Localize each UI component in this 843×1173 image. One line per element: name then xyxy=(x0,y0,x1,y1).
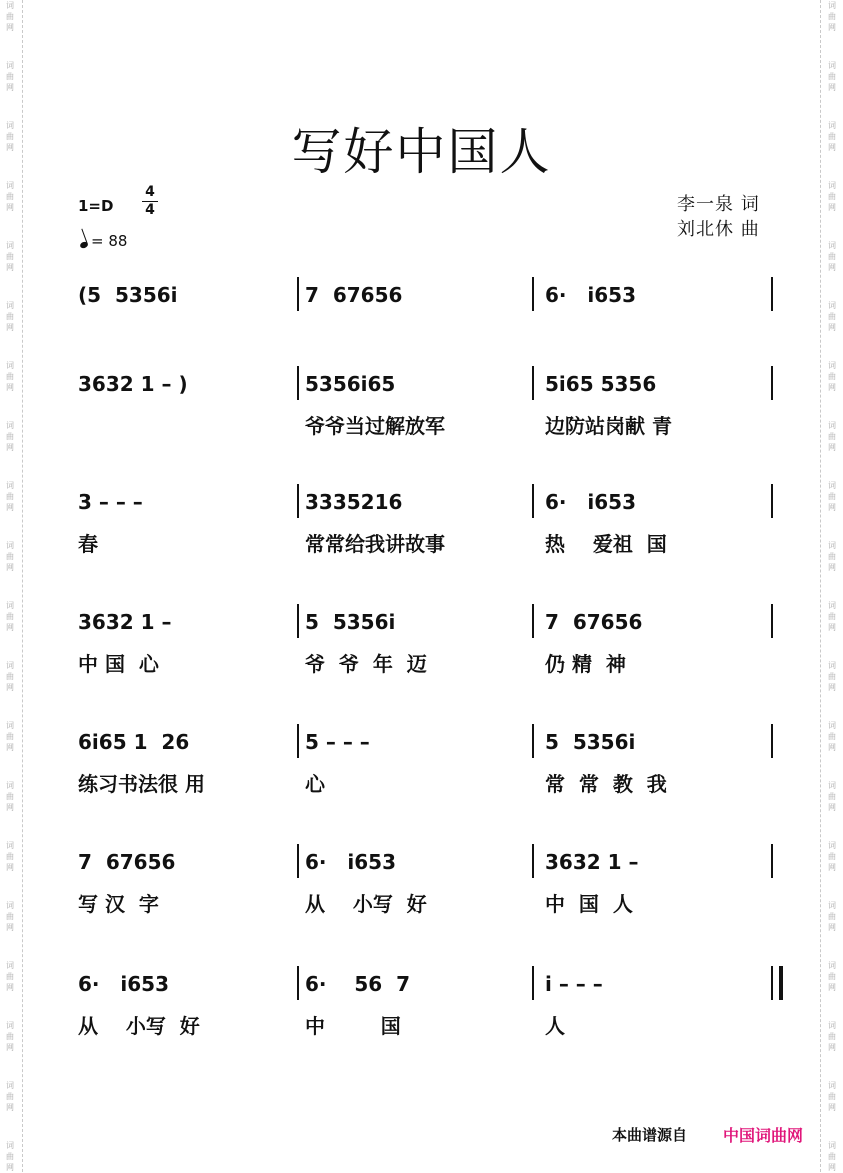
barline xyxy=(297,844,299,878)
lyric-line: 中 国 人 xyxy=(545,892,633,916)
quarter-note-icon xyxy=(79,241,89,249)
barline xyxy=(532,277,534,311)
watermark-text: 词 曲 网 xyxy=(6,361,14,392)
watermark-text: 词 曲 网 xyxy=(6,421,14,452)
barline xyxy=(297,277,299,311)
lyric-line: 写 汉 字 xyxy=(78,892,159,916)
watermark-text: 词 曲 网 xyxy=(828,901,836,932)
lyric-line: 爷爷当过解放军 xyxy=(305,414,445,438)
barline xyxy=(532,366,534,400)
composer-credit: 刘北休 曲 xyxy=(677,219,760,240)
watermark-text: 词 曲 网 xyxy=(828,841,836,872)
melody-measure: 5 – – – xyxy=(305,730,370,754)
watermark-text: 词 曲 网 xyxy=(828,661,836,692)
watermark-text: 词 曲 网 xyxy=(828,121,836,152)
time-sig-top: 4 xyxy=(145,184,155,200)
melody-measure: 6· i653 xyxy=(545,490,637,514)
melody-measure: 5356i65 xyxy=(305,372,396,396)
melody-measure: 3632 1 – xyxy=(545,850,639,874)
watermark-text: 词 曲 网 xyxy=(6,1021,14,1052)
watermark-text: 词 曲 网 xyxy=(6,961,14,992)
lyric-line: 从 小写 好 xyxy=(305,892,427,916)
time-sig-bottom: 4 xyxy=(145,202,155,218)
barline xyxy=(771,484,773,518)
site-name-link[interactable]: 中国词曲网 xyxy=(723,1126,804,1145)
barline xyxy=(771,604,773,638)
lyric-line: 练习书法很 用 xyxy=(78,772,205,796)
watermark-text: 词 曲 网 xyxy=(828,781,836,812)
melody-measure: 7 67656 xyxy=(78,850,176,874)
barline xyxy=(532,604,534,638)
barline xyxy=(771,366,773,400)
lyric-line: 常常给我讲故事 xyxy=(305,532,445,556)
barline xyxy=(297,366,299,400)
watermark-text: 词 曲 网 xyxy=(6,721,14,752)
lyric-line: 春 xyxy=(78,532,98,556)
watermark-text: 词 曲 网 xyxy=(6,1081,14,1112)
lyric-line: 常 常 教 我 xyxy=(545,772,667,796)
lyric-line: 人 xyxy=(545,1014,565,1038)
lyric-line: 仍 精 神 xyxy=(545,652,626,676)
watermark-text: 词 曲 网 xyxy=(6,1141,14,1172)
watermark-text: 词 曲 网 xyxy=(828,421,836,452)
watermark-text: 词 曲 网 xyxy=(6,781,14,812)
barline xyxy=(532,966,534,1000)
watermark-text: 词 曲 网 xyxy=(828,1081,836,1112)
lyric-line: 爷 爷 年 迈 xyxy=(305,652,427,676)
watermark-text: 词 曲 网 xyxy=(828,481,836,512)
melody-measure: 6i65 1 26 xyxy=(78,730,190,754)
watermark-text: 词 曲 网 xyxy=(6,241,14,272)
lyric-line: 心 xyxy=(305,772,325,796)
watermark-text: 词 曲 网 xyxy=(6,121,14,152)
barline xyxy=(297,484,299,518)
lyric-line: 中 国 心 xyxy=(78,652,159,676)
watermark-text: 词 曲 网 xyxy=(828,361,836,392)
watermark-text: 词 曲 网 xyxy=(6,481,14,512)
lyric-line: 从 小写 好 xyxy=(78,1014,200,1038)
watermark-text: 词 曲 网 xyxy=(6,841,14,872)
watermark-text: 词 曲 网 xyxy=(828,601,836,632)
barline xyxy=(532,844,534,878)
watermark-text: 词 曲 网 xyxy=(828,721,836,752)
lyric-line: 中 国 xyxy=(305,1014,401,1038)
final-barline xyxy=(771,966,783,1000)
watermark-text: 词 曲 网 xyxy=(828,241,836,272)
melody-measure: 7 67656 xyxy=(305,283,403,307)
melody-measure: 6· 56 7 xyxy=(305,972,411,996)
watermark-text: 词 曲 网 xyxy=(6,601,14,632)
melody-measure: 5 5356i xyxy=(305,610,396,634)
melody-measure: 5i65 5356 xyxy=(545,372,657,396)
watermark-text: 词 曲 网 xyxy=(828,61,836,92)
barline xyxy=(297,966,299,1000)
melody-measure: i – – – xyxy=(545,972,603,996)
time-signature xyxy=(140,184,160,219)
watermark-text: 词 曲 网 xyxy=(6,1,14,32)
tempo-marking xyxy=(80,232,127,250)
lyric-line: 热 爱祖 国 xyxy=(545,532,667,556)
melody-measure: 3632 1 – ) xyxy=(78,372,188,396)
source-label: 本曲谱源自 xyxy=(612,1126,688,1144)
barline xyxy=(297,724,299,758)
barline xyxy=(297,604,299,638)
watermark-text: 词 曲 网 xyxy=(6,541,14,572)
melody-measure: 3632 1 – xyxy=(78,610,172,634)
melody-measure: 3 – – – xyxy=(78,490,143,514)
watermark-text: 词 曲 网 xyxy=(828,1021,836,1052)
melody-measure: 6· i653 xyxy=(545,283,637,307)
watermark-text: 词 曲 网 xyxy=(828,541,836,572)
watermark-text: 词 曲 网 xyxy=(6,301,14,332)
watermark-text: 词 曲 网 xyxy=(6,901,14,932)
watermark-text: 词 曲 网 xyxy=(828,1141,836,1172)
watermark-text: 词 曲 网 xyxy=(828,181,836,212)
barline xyxy=(532,724,534,758)
key-signature: 1=D xyxy=(78,197,114,215)
melody-measure: 5 5356i xyxy=(545,730,636,754)
watermark-text: 词 曲 网 xyxy=(6,181,14,212)
melody-measure: 6· i653 xyxy=(78,972,170,996)
lyric-line: 边防站岗献 青 xyxy=(545,414,672,438)
watermark-text: 词 曲 网 xyxy=(828,1,836,32)
watermark-text: 词 曲 网 xyxy=(6,61,14,92)
barline xyxy=(771,724,773,758)
tempo-value: = 88 xyxy=(91,232,128,250)
melody-measure: (5 5356i xyxy=(78,283,178,307)
lyricist-credit: 李一泉 词 xyxy=(677,194,760,215)
barline xyxy=(532,484,534,518)
watermark-text: 词 曲 网 xyxy=(828,961,836,992)
watermark-text: 词 曲 网 xyxy=(6,661,14,692)
barline xyxy=(771,844,773,878)
melody-measure: 3335216 xyxy=(305,490,403,514)
barline xyxy=(771,277,773,311)
watermark-text: 词 曲 网 xyxy=(828,301,836,332)
song-title: 写好中国人 xyxy=(291,123,552,181)
melody-measure: 6· i653 xyxy=(305,850,397,874)
melody-measure: 7 67656 xyxy=(545,610,643,634)
